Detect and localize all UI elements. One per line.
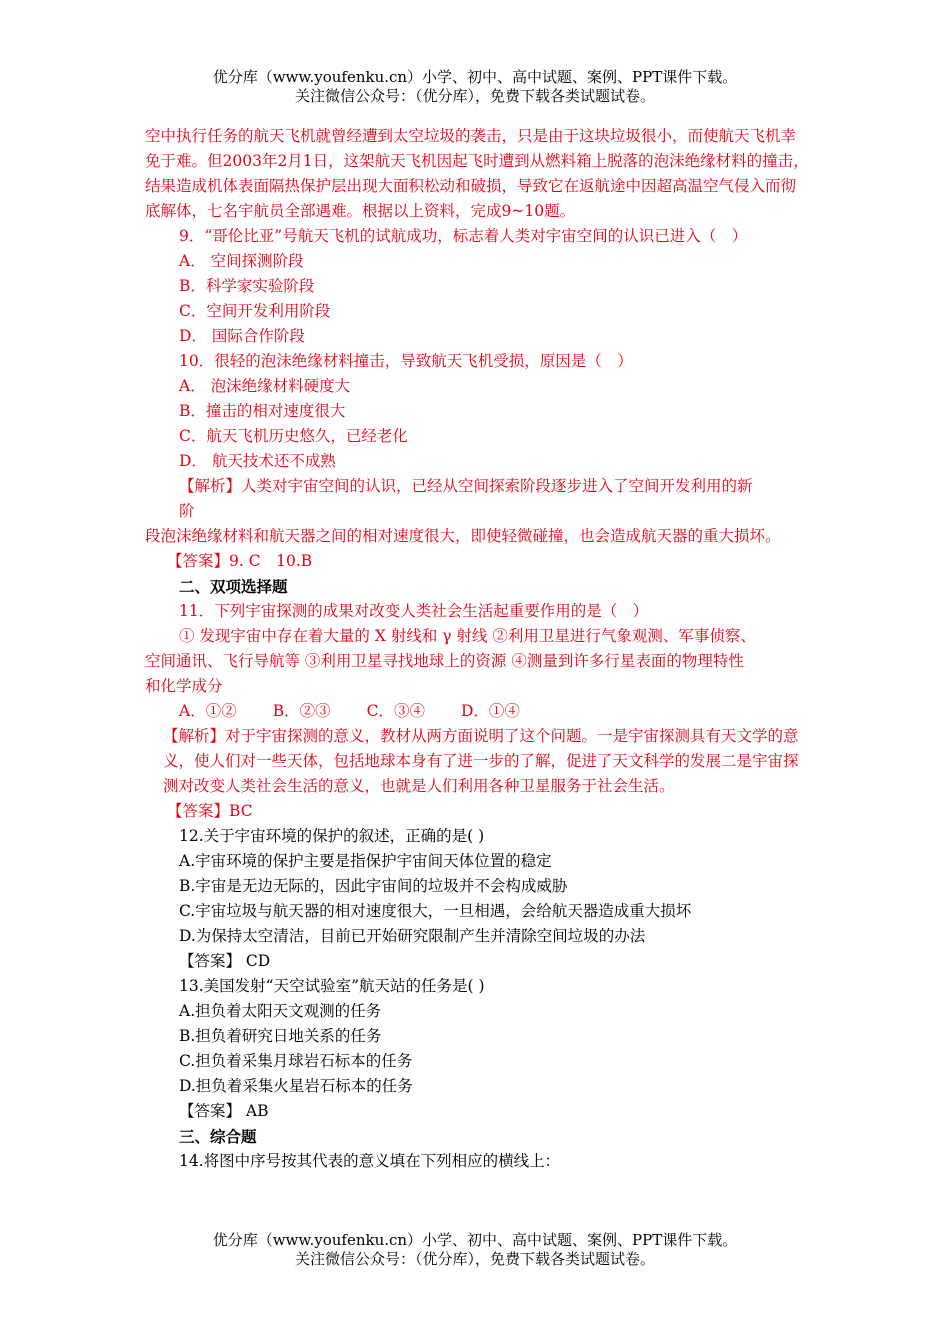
analysis-1-line-1 xyxy=(145,474,810,499)
q12-option-c: C.宇宙垃圾与航天器的相对速度很大，一旦相遇，会给航天器造成重大损坏 xyxy=(179,902,692,920)
q11-line-1: ① 发现宇宙中存在着大量的 X 射线和 γ 射线 ②利用卫星进行气象观测、军事侦察、 xyxy=(179,627,756,645)
page-header xyxy=(0,68,950,106)
q13-option-a: A.担负着太阳天文观测的任务 xyxy=(179,1002,382,1020)
q12-option-a: A.宇宙环境的保护主要是指保护宇宙间天体位置的稳定 xyxy=(179,852,552,870)
answer-2-tag: 【答案】 xyxy=(167,802,230,820)
q12-option-b: B.宇宙是无边无际的，因此宇宙间的垃圾并不会构成威胁 xyxy=(179,877,568,895)
footer-line-2: 关注微信公众号：（优分库），免费下载各类试题试卷。 xyxy=(294,1250,655,1268)
q10-option-b: B．撞击的相对速度很大 xyxy=(179,402,346,420)
header-line-1: 优分库（www.youfenku.cn）小学、初中、高中试题、案例、PPT课件下载。 xyxy=(212,68,738,86)
analysis-1-tag: 【解析】 xyxy=(179,477,242,495)
footer-line-1: 优分库（www.youfenku.cn）小学、初中、高中试题、案例、PPT课件下载。 xyxy=(212,1231,738,1249)
analysis-1-rest: 段泡沫绝缘材料和航天器之间的相对速度很大，即使轻微碰撞，也会造成航天器的重大损坏。 xyxy=(145,527,781,545)
q11-option-d: D．①④ xyxy=(460,702,520,720)
analysis-2-text: 对于宇宙探测的意义，教材从两方面说明了这个问题。一是宇宙探测具有天文学的意义，使人们对一些天体，包括地球本身有了进一步的了解，促进了天文科学的发展二是宇宙探测对改变人类社会生活的意义，也就是人们利用各种卫星服务于社会生活。 xyxy=(163,727,799,795)
analysis-2-tag: 【解析】 xyxy=(163,727,226,745)
q11-option-b: B．②③ xyxy=(272,702,331,720)
q10-option-a: A． 泡沫绝缘材料硬度大 xyxy=(179,377,351,395)
q11-options xyxy=(145,699,810,724)
section-2-heading: 二、双项选择题 xyxy=(179,577,288,596)
answer-1 xyxy=(145,549,810,574)
analysis-1-text: 人类对宇宙空间的认识，已经从空间探索阶段逐步进入了空间开发利用的新 xyxy=(241,477,753,495)
document-body xyxy=(145,124,810,1174)
q9-option-c: C．空间开发利用阶段 xyxy=(179,302,331,320)
q12-stem: 12.关于宇宙环境的保护的叙述，正确的是( ) xyxy=(179,827,485,845)
q11-stem: 11．下列宇宙探测的成果对改变人类社会生活起重要作用的是（ ） xyxy=(179,602,649,620)
answer-1-tag: 【答案】 xyxy=(167,552,230,570)
q9-option-d: D． 国际合作阶段 xyxy=(179,327,305,345)
q11-option-a: A．①② xyxy=(179,702,237,720)
answer-2-text: BC xyxy=(229,802,253,820)
q11-line-2: 空间通讯、飞行导航等 ③利用卫星寻找地球上的资源 ④测量到许多行星表面的物理特性 xyxy=(145,652,744,670)
answer-1-text: 9. C 10.B xyxy=(229,552,313,570)
q12-option-d: D.为保持太空清洁，目前已开始研究限制产生并清除空间垃圾的办法 xyxy=(179,927,646,945)
q9-stem: 9．“哥伦比亚”号航天飞机的试航成功，标志着人类对宇宙空间的认识已进入（ ） xyxy=(179,227,748,245)
q9-option-a: A． 空间探测阶段 xyxy=(179,252,304,270)
q10-option-d: D． 航天技术还不成熟 xyxy=(179,452,336,470)
analysis-1-line-2: 阶 xyxy=(179,502,195,520)
q10-option-c: C．航天飞机历史悠久，已经老化 xyxy=(179,427,408,445)
q12-answer: 【答案】 CD xyxy=(179,952,271,970)
q11-line-3: 和化学成分 xyxy=(145,677,223,695)
q13-answer: 【答案】 AB xyxy=(179,1102,269,1120)
answer-2 xyxy=(145,799,810,824)
q10-stem: 10．很轻的泡沫绝缘材料撞击，导致航天飞机受损，原因是（ ） xyxy=(179,352,633,370)
q14-stem: 14.将图中序号按其代表的意义填在下列相应的横线上： xyxy=(179,1152,561,1170)
q13-option-b: B.担负着研究日地关系的任务 xyxy=(179,1027,382,1045)
q9-option-b: B．科学家实验阶段 xyxy=(179,277,315,295)
section-3-heading: 三、综合题 xyxy=(179,1127,257,1146)
q13-stem: 13.美国发射“天空试验室”航天站的任务是( ) xyxy=(179,977,485,995)
header-line-2: 关注微信公众号：（优分库），免费下载各类试题试卷。 xyxy=(294,87,655,105)
q11-option-c: C．③④ xyxy=(366,702,425,720)
page-footer xyxy=(0,1231,950,1269)
analysis-2 xyxy=(145,724,810,799)
q13-option-d: D.担负着采集火星岩石标本的任务 xyxy=(179,1077,413,1095)
intro-passage: 空中执行任务的航天飞机就曾经遭到太空垃圾的袭击，只是由于这块垃圾很小，而使航天飞机幸免于难。但2003年2月1日，这架航天飞机因起飞时遭到从燃料箱上脱落的泡沫绝缘材料的撞击，结果造成机体表面隔热保护层出现大面积松动和破损，导致它在返航途中因超高温空气侵入而彻底解体，七名宇航员全部遇难。根据以上资料，完成9~10题。 xyxy=(145,127,809,220)
q13-option-c: C.担负着采集月球岩石标本的任务 xyxy=(179,1052,413,1070)
